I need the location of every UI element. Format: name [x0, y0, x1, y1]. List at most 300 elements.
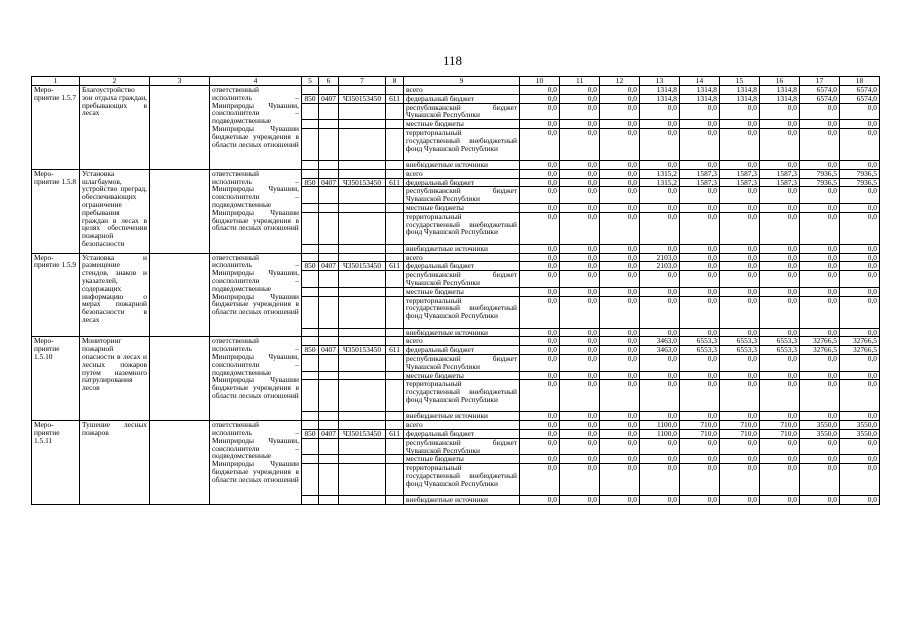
vr-cell: 611	[386, 94, 404, 103]
amount-cell: 0,0	[520, 253, 560, 262]
amount-cell: 0,0	[640, 128, 680, 160]
amount-cell: 0,0	[800, 244, 840, 253]
csr-cell	[339, 438, 386, 455]
amount-cell: 0,0	[840, 328, 880, 337]
amount-cell: 0,0	[520, 496, 560, 505]
amount-cell: 0,0	[800, 128, 840, 160]
amount-cell: 0,0	[800, 371, 840, 380]
amount-cell: 0,0	[760, 128, 800, 160]
amount-cell: 0,0	[800, 380, 840, 412]
amount-cell: 0,0	[800, 464, 840, 496]
amount-cell: 0,0	[560, 212, 600, 244]
column-header: 10	[520, 77, 560, 86]
amount-cell: 32766,5	[840, 337, 880, 346]
amount-cell: 7936,5	[840, 169, 880, 178]
amount-cell: 0,0	[640, 455, 680, 464]
grbs-cell	[302, 337, 319, 346]
amount-cell: 0,0	[600, 337, 640, 346]
funding-source: внебюджетные источники	[404, 412, 520, 421]
amount-cell: 0,0	[520, 262, 560, 271]
vr-cell: 611	[386, 429, 404, 438]
funding-source: территориальный государственный внебюджетный фонд Чувашской Республики	[404, 380, 520, 412]
vr-cell	[386, 380, 404, 412]
grbs-cell: 850	[302, 178, 319, 187]
amount-cell: 0,0	[840, 253, 880, 262]
amount-cell: 0,0	[560, 287, 600, 296]
amount-cell: 0,0	[600, 429, 640, 438]
rzpr-cell	[319, 203, 339, 212]
amount-cell: 0,0	[840, 496, 880, 505]
amount-cell: 0,0	[840, 244, 880, 253]
amount-cell: 0,0	[720, 128, 760, 160]
amount-cell: 7936,5	[800, 169, 840, 178]
measure-code: Меро-приятие 1.5.8	[32, 169, 80, 253]
measure-goal	[150, 253, 210, 337]
amount-cell: 0,0	[560, 103, 600, 120]
amount-cell: 0,0	[600, 178, 640, 187]
rzpr-cell	[319, 438, 339, 455]
amount-cell: 0,0	[600, 271, 640, 288]
amount-cell: 0,0	[800, 212, 840, 244]
amount-cell: 0,0	[600, 438, 640, 455]
rzpr-cell: 0407	[319, 429, 339, 438]
amount-cell: 6553,3	[760, 337, 800, 346]
rzpr-cell	[319, 253, 339, 262]
amount-cell: 0,0	[680, 103, 720, 120]
amount-cell: 0,0	[600, 253, 640, 262]
amount-cell: 0,0	[800, 296, 840, 328]
funding-source: всего	[404, 421, 520, 430]
amount-cell: 2103,0	[640, 262, 680, 271]
vr-cell	[386, 371, 404, 380]
amount-cell: 0,0	[680, 287, 720, 296]
amount-cell: 6553,3	[680, 337, 720, 346]
amount-cell: 0,0	[720, 120, 760, 129]
csr-cell	[339, 86, 386, 95]
csr-cell: Ч350153450	[339, 94, 386, 103]
grbs-cell	[302, 287, 319, 296]
amount-cell: 0,0	[840, 287, 880, 296]
csr-cell	[339, 412, 386, 421]
budget-table	[31, 76, 880, 505]
csr-cell: Ч350153450	[339, 429, 386, 438]
grbs-cell	[302, 380, 319, 412]
amount-cell: 2103,0	[640, 253, 680, 262]
amount-cell: 0,0	[760, 287, 800, 296]
amount-cell: 0,0	[600, 86, 640, 95]
rzpr-cell	[319, 271, 339, 288]
vr-cell	[386, 455, 404, 464]
measure-executor: ответственный исполнитель – Минприроды Чувашии, соисполнители – подведомственные Минприроды Чувашии бюджетные учреждения в области лесных отношений	[210, 337, 302, 421]
vr-cell	[386, 337, 404, 346]
column-header: 4	[210, 77, 302, 86]
funding-source: местные бюджеты	[404, 203, 520, 212]
amount-cell: 0,0	[840, 354, 880, 371]
amount-cell: 0,0	[720, 380, 760, 412]
amount-cell: 0,0	[840, 296, 880, 328]
column-header: 5	[302, 77, 319, 86]
amount-cell: 0,0	[800, 496, 840, 505]
amount-cell: 0,0	[520, 438, 560, 455]
amount-cell: 0,0	[520, 271, 560, 288]
amount-cell: 0,0	[520, 187, 560, 204]
grbs-cell	[302, 203, 319, 212]
amount-cell: 0,0	[680, 438, 720, 455]
amount-cell: 0,0	[800, 262, 840, 271]
amount-cell: 0,0	[560, 128, 600, 160]
funding-source: федеральный бюджет	[404, 262, 520, 271]
amount-cell: 0,0	[640, 380, 680, 412]
csr-cell	[339, 203, 386, 212]
csr-cell	[339, 380, 386, 412]
grbs-cell: 850	[302, 346, 319, 355]
amount-cell: 0,0	[720, 464, 760, 496]
vr-cell	[386, 212, 404, 244]
amount-cell: 0,0	[760, 262, 800, 271]
amount-cell: 0,0	[520, 160, 560, 169]
amount-cell: 0,0	[840, 160, 880, 169]
amount-cell: 0,0	[600, 128, 640, 160]
amount-cell: 0,0	[680, 455, 720, 464]
column-header: 9	[404, 77, 520, 86]
amount-cell: 0,0	[640, 271, 680, 288]
amount-cell: 0,0	[760, 244, 800, 253]
amount-cell: 32766,5	[800, 337, 840, 346]
amount-cell: 0,0	[560, 169, 600, 178]
amount-cell: 0,0	[760, 371, 800, 380]
rzpr-cell	[319, 464, 339, 496]
grbs-cell: 850	[302, 94, 319, 103]
amount-cell: 0,0	[800, 103, 840, 120]
measure-code: Меро-приятие 1.5.9	[32, 253, 80, 337]
amount-cell: 1587,3	[760, 178, 800, 187]
measure-executor: ответственный исполнитель – Минприроды Чувашии, соисполнители – подведомственные Минприроды Чувашии бюджетные учреждения в области лесных отношений	[210, 86, 302, 170]
amount-cell: 0,0	[760, 212, 800, 244]
grbs-cell	[302, 438, 319, 455]
amount-cell: 0,0	[600, 103, 640, 120]
amount-cell: 0,0	[520, 337, 560, 346]
measure-goal	[150, 337, 210, 421]
amount-cell: 0,0	[760, 271, 800, 288]
measure-title: Благоустройство зон отдыха граждан, пребывающих в лесах	[80, 86, 150, 170]
amount-cell: 0,0	[520, 380, 560, 412]
csr-cell	[339, 328, 386, 337]
amount-cell: 0,0	[760, 187, 800, 204]
amount-cell: 0,0	[520, 371, 560, 380]
amount-cell: 0,0	[720, 103, 760, 120]
amount-cell: 0,0	[640, 103, 680, 120]
amount-cell: 0,0	[600, 380, 640, 412]
grbs-cell	[302, 371, 319, 380]
rzpr-cell	[319, 380, 339, 412]
grbs-cell	[302, 328, 319, 337]
amount-cell: 0,0	[720, 187, 760, 204]
vr-cell	[386, 271, 404, 288]
amount-cell: 0,0	[760, 438, 800, 455]
amount-cell: 32766,5	[800, 346, 840, 355]
amount-cell: 0,0	[640, 438, 680, 455]
column-header: 6	[319, 77, 339, 86]
amount-cell: 0,0	[600, 346, 640, 355]
amount-cell: 0,0	[560, 438, 600, 455]
amount-cell: 0,0	[680, 328, 720, 337]
amount-cell: 0,0	[760, 455, 800, 464]
funding-source: всего	[404, 86, 520, 95]
vr-cell	[386, 169, 404, 178]
measure-executor: ответственный исполнитель – Минприроды Чувашии, соисполнители – подведомственные Минприроды Чувашии бюджетные учреждения в области лесных отношений	[210, 421, 302, 505]
csr-cell	[339, 496, 386, 505]
amount-cell: 0,0	[520, 86, 560, 95]
vr-cell	[386, 412, 404, 421]
amount-cell: 0,0	[680, 496, 720, 505]
grbs-cell	[302, 296, 319, 328]
amount-cell: 0,0	[640, 287, 680, 296]
grbs-cell	[302, 271, 319, 288]
amount-cell: 0,0	[520, 203, 560, 212]
table-row	[32, 169, 880, 178]
amount-cell: 0,0	[800, 120, 840, 129]
rzpr-cell: 0407	[319, 94, 339, 103]
csr-cell	[339, 103, 386, 120]
amount-cell: 0,0	[520, 178, 560, 187]
amount-cell: 0,0	[560, 178, 600, 187]
amount-cell: 0,0	[520, 412, 560, 421]
amount-cell: 1314,8	[680, 94, 720, 103]
measure-goal	[150, 421, 210, 505]
amount-cell: 1587,3	[720, 178, 760, 187]
measure-title: Установка шлагбаумов, устройство преград, обеспечивающих ограничение пребывания граждан в лесах в целях обеспечения пожарной безопасности	[80, 169, 150, 253]
amount-cell: 0,0	[760, 412, 800, 421]
column-header: 3	[150, 77, 210, 86]
rzpr-cell: 0407	[319, 178, 339, 187]
amount-cell: 0,0	[640, 244, 680, 253]
vr-cell	[386, 160, 404, 169]
rzpr-cell	[319, 296, 339, 328]
amount-cell: 1587,3	[680, 169, 720, 178]
amount-cell: 0,0	[520, 354, 560, 371]
measure-title: Установка и размещение стендов, знаков и указателей, содержащих информацию о мерах пожарной безопасности в лесах	[80, 253, 150, 337]
amount-cell: 0,0	[560, 253, 600, 262]
csr-cell	[339, 421, 386, 430]
amount-cell: 0,0	[560, 120, 600, 129]
table-row	[32, 421, 880, 430]
amount-cell: 0,0	[720, 253, 760, 262]
amount-cell: 32766,5	[840, 346, 880, 355]
column-header: 15	[720, 77, 760, 86]
amount-cell: 0,0	[600, 412, 640, 421]
grbs-cell	[302, 187, 319, 204]
amount-cell: 0,0	[560, 354, 600, 371]
rzpr-cell	[319, 120, 339, 129]
amount-cell: 0,0	[760, 203, 800, 212]
amount-cell: 0,0	[800, 287, 840, 296]
vr-cell	[386, 496, 404, 505]
amount-cell: 0,0	[600, 371, 640, 380]
amount-cell: 6574,0	[840, 94, 880, 103]
column-header: 16	[760, 77, 800, 86]
csr-cell	[339, 160, 386, 169]
amount-cell: 0,0	[640, 296, 680, 328]
amount-cell: 0,0	[600, 160, 640, 169]
funding-source: республиканский бюджет Чувашской Республики	[404, 438, 520, 455]
amount-cell: 0,0	[520, 429, 560, 438]
amount-cell: 0,0	[680, 160, 720, 169]
measure-code: Меро-приятие 1.5.11	[32, 421, 80, 505]
rzpr-cell	[319, 371, 339, 380]
amount-cell: 0,0	[760, 496, 800, 505]
grbs-cell	[302, 86, 319, 95]
amount-cell: 1314,8	[760, 94, 800, 103]
csr-cell	[339, 371, 386, 380]
amount-cell: 0,0	[640, 496, 680, 505]
amount-cell: 0,0	[520, 169, 560, 178]
funding-source: территориальный государственный внебюджетный фонд Чувашской Республики	[404, 128, 520, 160]
amount-cell: 0,0	[840, 128, 880, 160]
funding-source: территориальный государственный внебюджетный фонд Чувашской Республики	[404, 212, 520, 244]
amount-cell: 710,0	[720, 421, 760, 430]
amount-cell: 6574,0	[800, 94, 840, 103]
amount-cell: 0,0	[760, 160, 800, 169]
amount-cell: 0,0	[840, 212, 880, 244]
grbs-cell: 850	[302, 429, 319, 438]
rzpr-cell	[319, 496, 339, 505]
amount-cell: 0,0	[560, 296, 600, 328]
amount-cell: 0,0	[560, 203, 600, 212]
amount-cell: 6574,0	[800, 86, 840, 95]
amount-cell: 0,0	[520, 244, 560, 253]
column-header: 2	[80, 77, 150, 86]
csr-cell	[339, 187, 386, 204]
vr-cell	[386, 464, 404, 496]
amount-cell: 0,0	[840, 371, 880, 380]
amount-cell: 0,0	[840, 271, 880, 288]
funding-source: республиканский бюджет Чувашской Республики	[404, 354, 520, 371]
vr-cell	[386, 103, 404, 120]
table-row	[32, 86, 880, 95]
amount-cell: 0,0	[560, 160, 600, 169]
amount-cell: 0,0	[760, 296, 800, 328]
funding-source: местные бюджеты	[404, 455, 520, 464]
amount-cell: 3550,0	[840, 429, 880, 438]
amount-cell: 0,0	[600, 212, 640, 244]
amount-cell: 3463,0	[640, 346, 680, 355]
table-row	[32, 253, 880, 262]
amount-cell: 0,0	[680, 271, 720, 288]
rzpr-cell	[319, 169, 339, 178]
amount-cell: 0,0	[680, 412, 720, 421]
amount-cell: 0,0	[800, 438, 840, 455]
amount-cell: 3550,0	[800, 421, 840, 430]
vr-cell	[386, 244, 404, 253]
amount-cell: 0,0	[520, 212, 560, 244]
amount-cell: 0,0	[560, 429, 600, 438]
amount-cell: 0,0	[760, 103, 800, 120]
csr-cell	[339, 287, 386, 296]
amount-cell: 710,0	[760, 421, 800, 430]
amount-cell: 0,0	[520, 128, 560, 160]
amount-cell: 0,0	[840, 187, 880, 204]
amount-cell: 1314,8	[640, 94, 680, 103]
amount-cell: 0,0	[840, 203, 880, 212]
amount-cell: 0,0	[600, 203, 640, 212]
funding-source: федеральный бюджет	[404, 346, 520, 355]
csr-cell	[339, 464, 386, 496]
rzpr-cell	[319, 455, 339, 464]
funding-source: федеральный бюджет	[404, 429, 520, 438]
amount-cell: 0,0	[560, 371, 600, 380]
funding-source: местные бюджеты	[404, 287, 520, 296]
amount-cell: 0,0	[600, 94, 640, 103]
amount-cell: 1315,2	[640, 169, 680, 178]
amount-cell: 0,0	[600, 464, 640, 496]
amount-cell: 1314,8	[720, 86, 760, 95]
amount-cell: 0,0	[640, 328, 680, 337]
amount-cell: 0,0	[680, 262, 720, 271]
column-header: 18	[840, 77, 880, 86]
grbs-cell	[302, 464, 319, 496]
amount-cell: 0,0	[720, 496, 760, 505]
amount-cell: 0,0	[640, 354, 680, 371]
amount-cell: 0,0	[640, 203, 680, 212]
measure-executor: ответственный исполнитель – Минприроды Чувашии, соисполнители – подведомственные Минприроды Чувашии бюджетные учреждения в области лесных отношений	[210, 253, 302, 337]
amount-cell: 0,0	[600, 455, 640, 464]
funding-source: федеральный бюджет	[404, 94, 520, 103]
amount-cell: 0,0	[760, 380, 800, 412]
measure-goal	[150, 86, 210, 170]
column-header: 8	[386, 77, 404, 86]
amount-cell: 0,0	[720, 455, 760, 464]
measure-goal	[150, 169, 210, 253]
csr-cell	[339, 271, 386, 288]
amount-cell: 0,0	[800, 271, 840, 288]
amount-cell: 0,0	[840, 464, 880, 496]
amount-cell: 0,0	[640, 160, 680, 169]
amount-cell: 0,0	[640, 412, 680, 421]
amount-cell: 0,0	[600, 120, 640, 129]
amount-cell: 3463,0	[640, 337, 680, 346]
amount-cell: 710,0	[720, 429, 760, 438]
amount-cell: 0,0	[720, 212, 760, 244]
vr-cell: 611	[386, 262, 404, 271]
csr-cell	[339, 120, 386, 129]
amount-cell: 0,0	[640, 464, 680, 496]
amount-cell: 0,0	[680, 464, 720, 496]
amount-cell: 0,0	[560, 464, 600, 496]
rzpr-cell	[319, 86, 339, 95]
amount-cell: 0,0	[680, 296, 720, 328]
funding-source: внебюджетные источники	[404, 160, 520, 169]
amount-cell: 0,0	[680, 203, 720, 212]
vr-cell	[386, 438, 404, 455]
amount-cell: 0,0	[760, 120, 800, 129]
amount-cell: 0,0	[840, 412, 880, 421]
column-header: 7	[339, 77, 386, 86]
amount-cell: 0,0	[560, 496, 600, 505]
amount-cell: 0,0	[680, 253, 720, 262]
amount-cell: 0,0	[840, 262, 880, 271]
amount-cell: 0,0	[600, 262, 640, 271]
amount-cell: 0,0	[720, 438, 760, 455]
amount-cell: 0,0	[720, 371, 760, 380]
vr-cell	[386, 354, 404, 371]
amount-cell: 1587,3	[680, 178, 720, 187]
csr-cell	[339, 128, 386, 160]
funding-source: внебюджетные источники	[404, 496, 520, 505]
grbs-cell	[302, 160, 319, 169]
amount-cell: 6553,3	[680, 346, 720, 355]
amount-cell: 0,0	[800, 187, 840, 204]
rzpr-cell	[319, 337, 339, 346]
